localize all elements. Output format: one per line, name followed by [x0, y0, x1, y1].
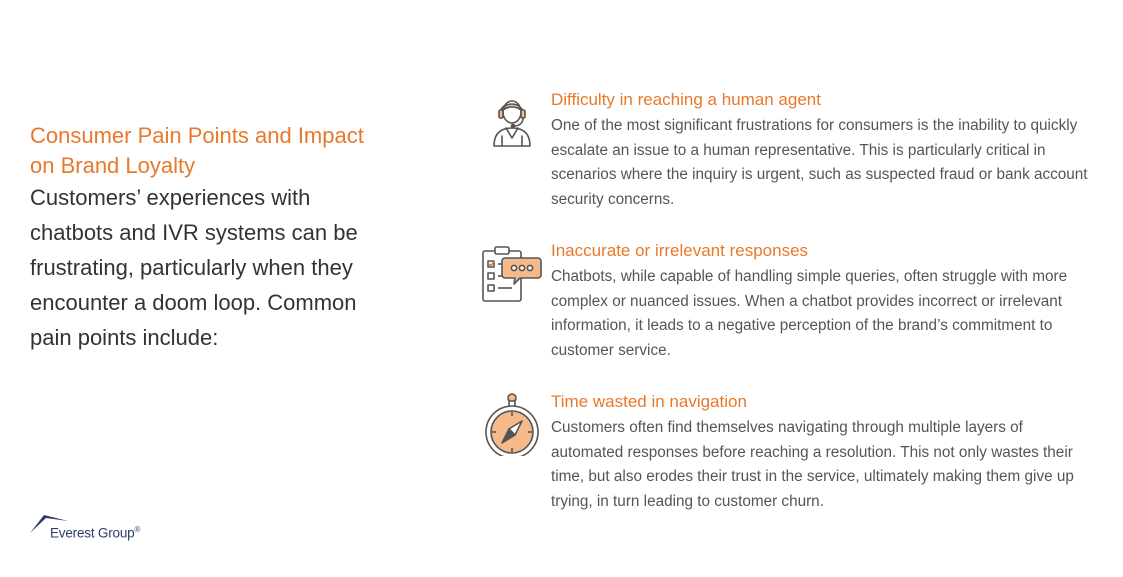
left-panel — [30, 121, 370, 355]
logo-text — [50, 525, 140, 541]
logo-wordmark: Everest Group — [50, 525, 135, 541]
intro-text: Customers’ experiences with chatbots and IVR systems can be frustrating, particularly when they encounter a doom loop. Common pain points include: — [30, 185, 358, 350]
pain-point-item — [478, 86, 1098, 237]
pain-point-heading: Inaccurate or irrelevant responses — [551, 241, 809, 260]
pain-point-heading: Difficulty in reaching a human agent — [551, 90, 821, 109]
stopwatch-compass-icon — [478, 388, 546, 456]
page-title: Consumer Pain Points and Impact on Brand Loyalty — [30, 123, 364, 178]
registered-mark: ® — [134, 525, 141, 534]
checklist-chat-bubble-icon — [478, 237, 546, 305]
pain-point-item — [478, 237, 1098, 388]
pain-point-heading: Time wasted in navigation — [551, 392, 747, 411]
pain-point-item — [478, 388, 1098, 539]
pain-point-body: Customers often find themselves navigating through multiple layers of automated responses before reaching a resolution. This not only wastes their time, but also erodes their trust in the service, ultimately making them give up trying, in turn leading to customer churn. — [551, 419, 1074, 510]
everest-group-logo — [30, 511, 150, 545]
pain-point-body: One of the most significant frustrations for consumers is the inability to quickly escalate an issue to a human representative. This is particularly critical in scenarios where the inquiry is urgent, such as suspected fraud or bank account security concerns. — [551, 117, 1088, 208]
pain-point-body: Chatbots, while capable of handling simple queries, often struggle with more complex or nuanced issues. When a chatbot provides incorrect or irrelevant information, it leads to a negative perception of the brand’s commitment to customer service. — [551, 268, 1068, 359]
pain-points-list — [478, 86, 1098, 539]
customer-agent-headset-icon — [478, 86, 546, 154]
